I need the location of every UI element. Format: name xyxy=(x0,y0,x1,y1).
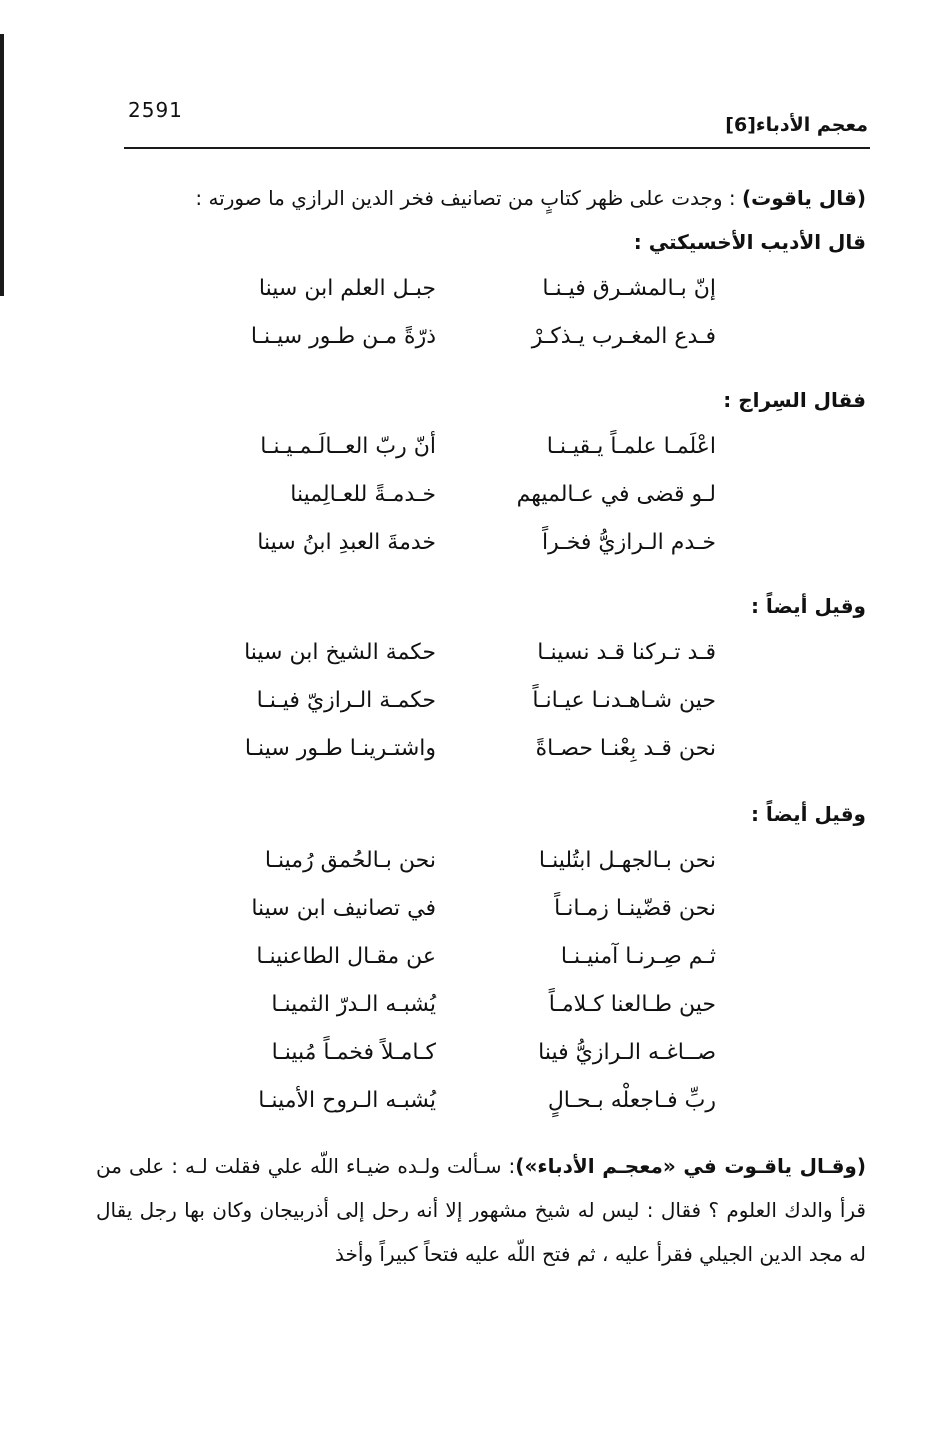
second-hemistich: عن مقـال الطاعنينـا xyxy=(256,943,436,969)
first-hemistich: لـو قضى في عـالميهم xyxy=(516,481,716,507)
verse-line xyxy=(96,264,866,312)
header-rule xyxy=(124,147,870,149)
second-hemistich: كـامـلاً فخمـاً مُبينـا xyxy=(271,1039,436,1065)
first-hemistich: اعْلَمـا علمـاً يـقيـنـا xyxy=(546,433,716,459)
second-hemistich: يُشبـه الـروح الأمينـا xyxy=(258,1087,436,1113)
verse-line xyxy=(96,676,866,724)
page-body xyxy=(96,176,866,1276)
opening-paragraph xyxy=(96,176,866,220)
first-hemistich: حين شـاهـدنـا عيـانـاً xyxy=(532,687,716,713)
first-hemistich: صــاغـه الـرازيُّ فينا xyxy=(538,1039,716,1065)
first-hemistich: فـدع المغـرب يـذكـرْ xyxy=(531,323,716,349)
first-hemistich: قـد تـركنا قـد نسينـا xyxy=(537,639,716,665)
verse-line xyxy=(96,470,866,518)
first-hemistich: خـدم الـرازيُّ فخـراً xyxy=(542,529,716,555)
verse-line xyxy=(96,518,866,566)
first-hemistich: نحن قـد بِعْنـا حصـاةً xyxy=(535,735,716,761)
poem xyxy=(96,422,866,566)
closing-attribution: (وقـال ياقـوت في «معجـم الأدباء») xyxy=(515,1154,867,1178)
first-hemistich: ربِّ فـاجعلْه بـحـالٍ xyxy=(547,1087,716,1113)
opening-attribution: (قال ياقوت) xyxy=(742,186,866,210)
second-hemistich: حكمة الشيخ ابن سينا xyxy=(244,639,436,665)
second-hemistich: خدمةَ العبدِ ابنُ سينا xyxy=(257,529,436,555)
poem-intro: قال الأديب الأخسيكتي : xyxy=(633,230,866,254)
closing-paragraph xyxy=(96,1144,866,1276)
second-hemistich: في تصانيف ابن سينا xyxy=(251,895,436,921)
second-hemistich: خـدمـةً للعـالِمينا xyxy=(290,481,436,507)
second-hemistich: حكمـة الـرازيّ فيـنـا xyxy=(256,687,436,713)
poem-intro: وقيل أيضاً : xyxy=(750,802,866,826)
second-hemistich: جبـل العلم ابن سينا xyxy=(258,275,436,301)
verse-line xyxy=(96,422,866,470)
closing-text: : سـألت ولـده ضيـاء اللّه علي فقلت لـه : على من قرأ والدك العلوم ؟ فقال : ليس له شيخ مشهور إلا أنه رحل إلى أذربيجان وكان بها رجل يقال له مجد الدين الجيلي فقرأ عليه ، ثم فتح اللّه عليه فتحاً كبيراً وأخذ xyxy=(96,1154,866,1266)
first-hemistich: إنّ بـالمشـرق فيـنـا xyxy=(542,275,716,301)
page-number: 2591 xyxy=(128,98,183,122)
poem xyxy=(96,264,866,360)
verse-line xyxy=(96,884,866,932)
verse-line xyxy=(96,836,866,884)
second-hemistich: يُشبـه الـدرّ الثمينـا xyxy=(271,991,436,1017)
stanza-gap xyxy=(96,360,866,378)
stanza-gap xyxy=(96,566,866,584)
verse-line xyxy=(96,628,866,676)
stanza-gap xyxy=(96,772,866,792)
verse-line xyxy=(96,312,866,360)
opening-text: : وجدت على ظهر كتابٍ من تصانيف فخر الدين الرازي ما صورته : xyxy=(195,186,743,210)
poem-intro: فقال السِراج : xyxy=(723,388,866,412)
verse-line xyxy=(96,1076,866,1124)
verse-line xyxy=(96,1028,866,1076)
first-hemistich: حين طـالعنا كـلامـاً xyxy=(548,991,716,1017)
poem-intro: وقيل أيضاً : xyxy=(750,594,866,618)
poem xyxy=(96,836,866,1124)
verse-line xyxy=(96,980,866,1028)
second-hemistich: ذرّةً مـن طـور سيـنـا xyxy=(250,323,436,349)
first-hemistich: نحن قضّينـا زمـانـاً xyxy=(554,895,716,921)
first-hemistich: نحن بـالجهـل ابتُلينـا xyxy=(538,847,716,873)
verse-line xyxy=(96,724,866,772)
second-hemistich: نحن بـالحُمق رُمينـا xyxy=(264,847,436,873)
poem xyxy=(96,628,866,772)
scan-edge-mark xyxy=(0,34,4,296)
second-hemistich: واشتـرينـا طـور سينـا xyxy=(244,735,436,761)
running-head: معجم الأدباء[6] xyxy=(725,114,868,136)
first-hemistich: ثـم صِـرنـا آمنيـنـا xyxy=(560,943,716,969)
second-hemistich: أنّ ربّ العــالَـمـيـنـا xyxy=(260,433,436,459)
verse-line xyxy=(96,932,866,980)
